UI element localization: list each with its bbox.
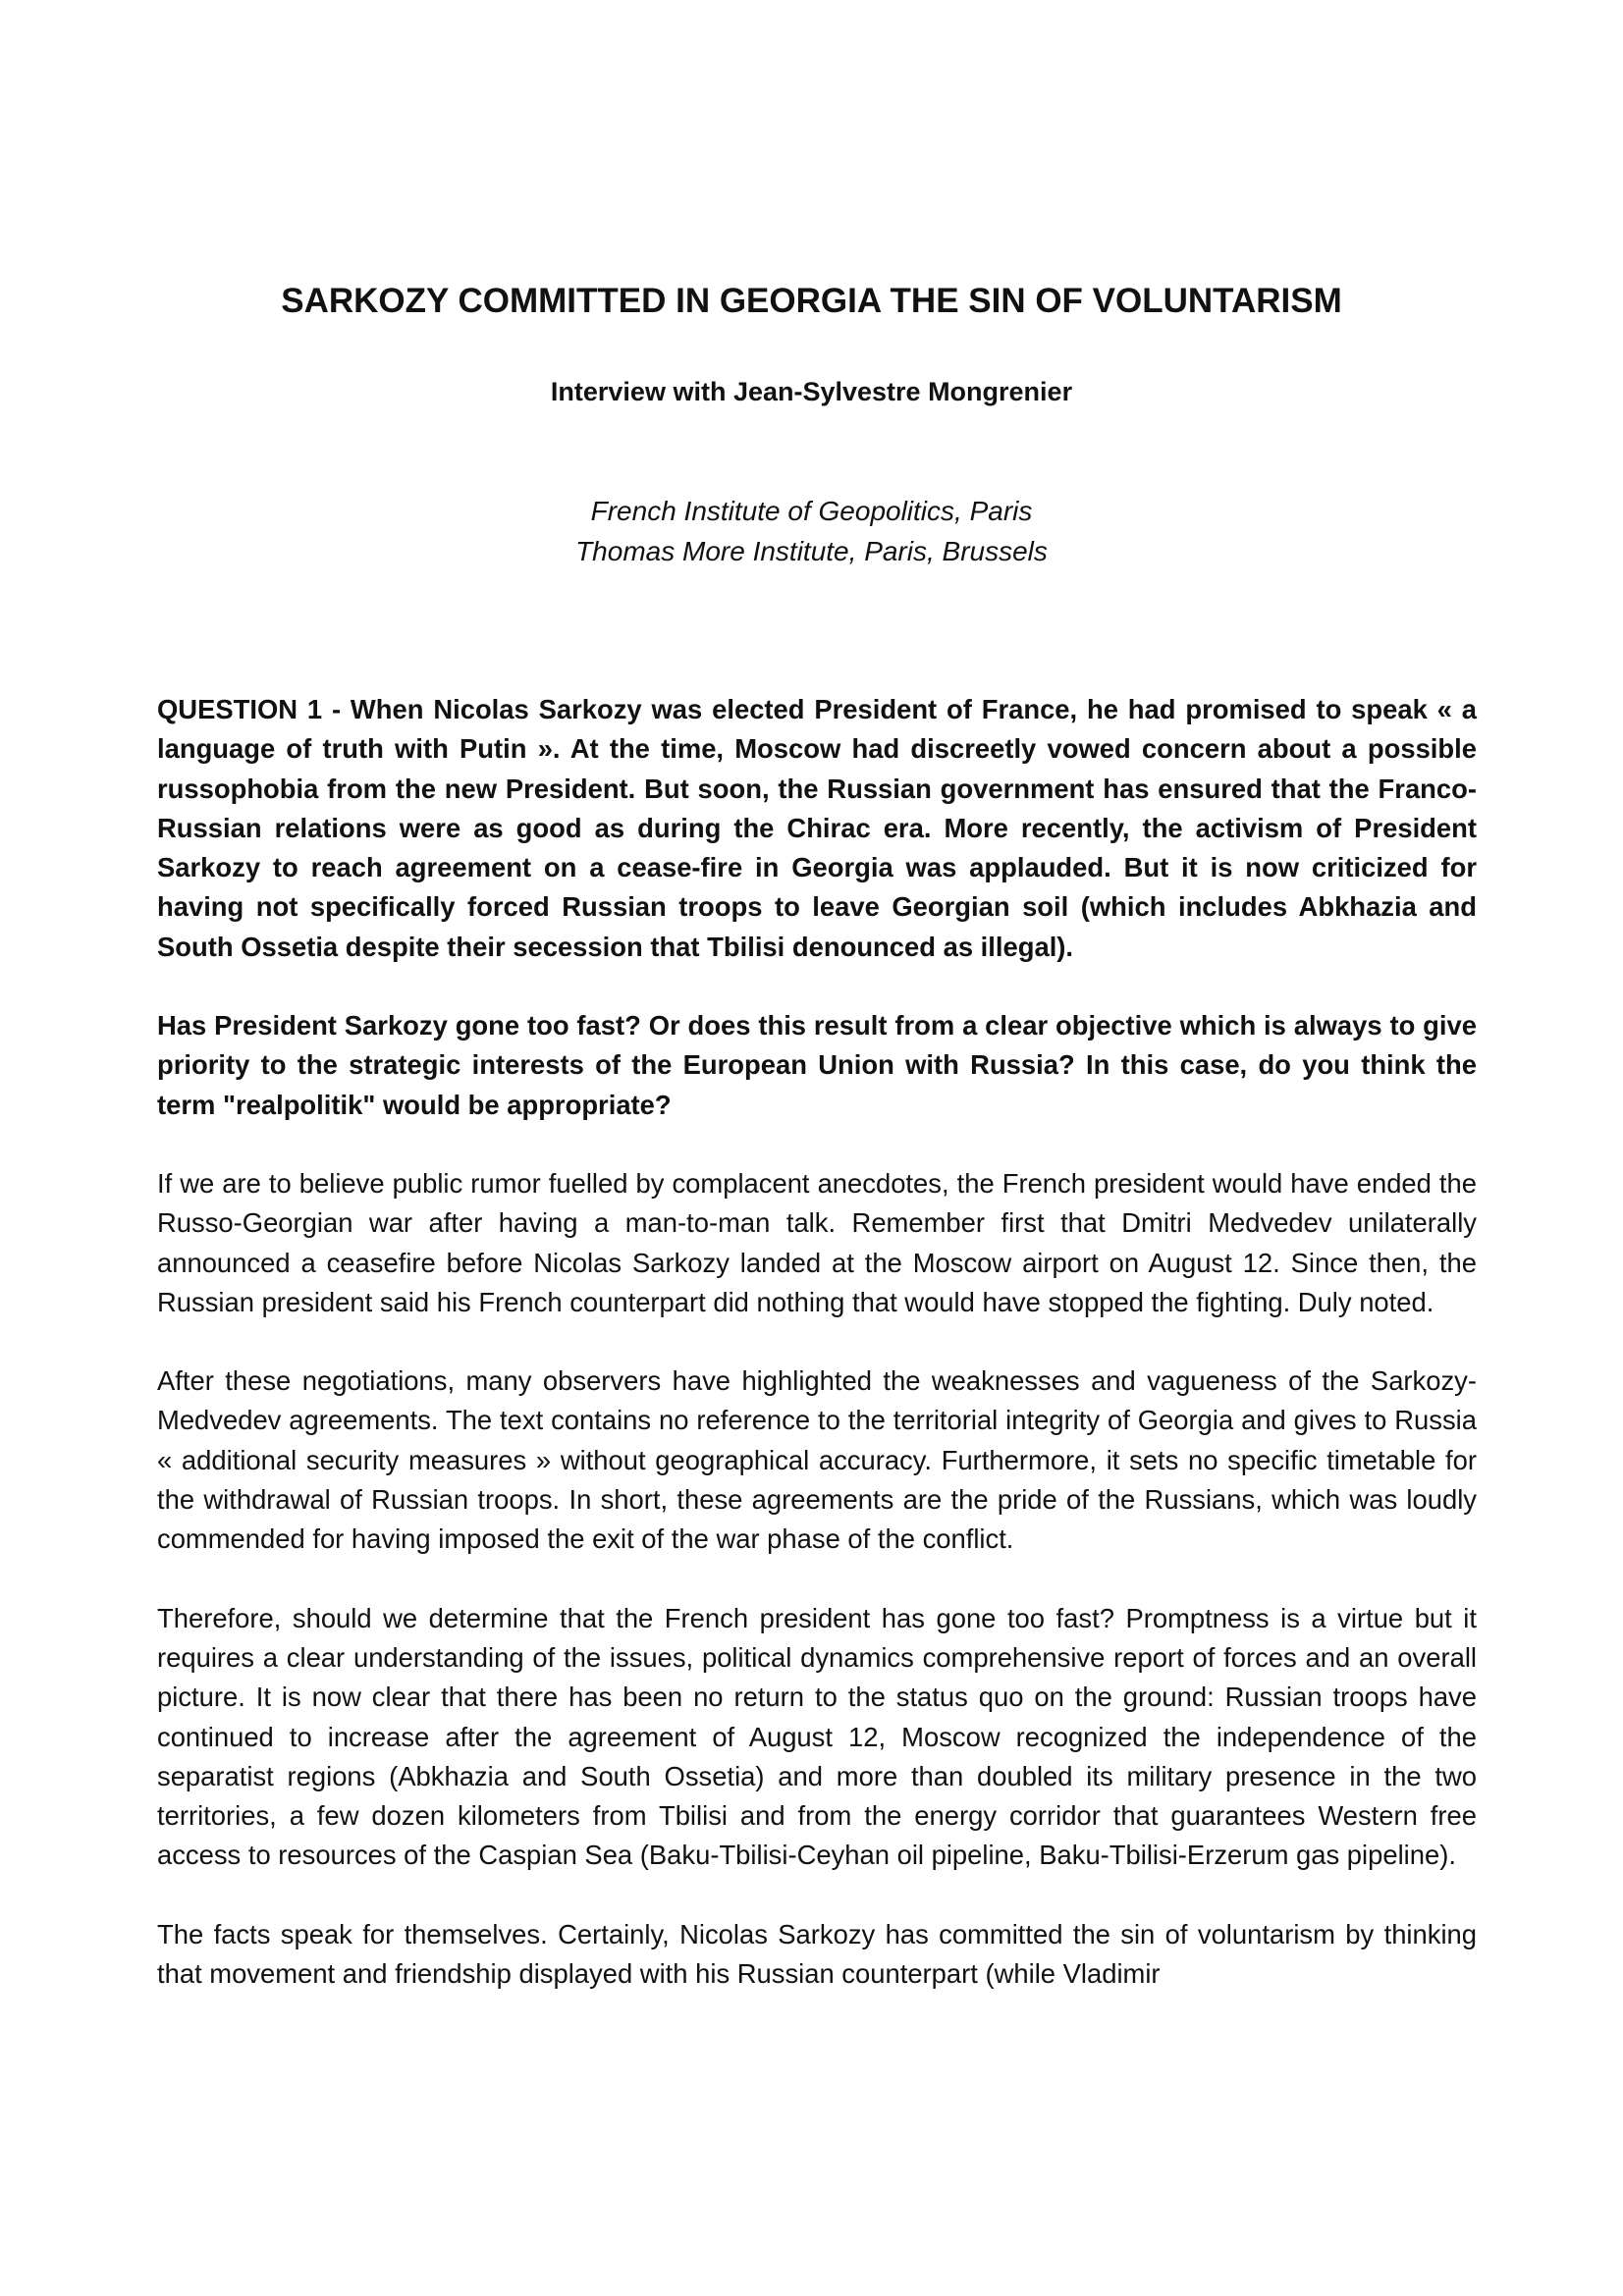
affiliation-line: Thomas More Institute, Paris, Brussels: [575, 536, 1048, 566]
article-body: [157, 690, 1477, 2033]
question-paragraph: Has President Sarkozy gone too fast? Or does this result from a clear objective which is always to give priority to the strategic interests of the European Union with Russia? In this case, do you think the term "realpolitik" would be appropriate?: [157, 1010, 1477, 1120]
document-title: SARKOZY COMMITTED IN GEORGIA THE SIN OF VOLUNTARISM: [281, 282, 1342, 320]
answer-paragraph: Therefore, should we determine that the French president has gone too fast? Promptness is a virtue but it requires a clear understanding of the issues, political dynamics comprehensive report of forces and an overall picture. It is now clear that there has been no return to the status quo on the ground: Russian troops have continued to increase after the agreement of August 12, Moscow recognized the independence of the separatist regions (Abkhazia and South Ossetia) and more than doubled its military presence in the two territories, a few dozen kilometers from Tbilisi and from the energy corridor that guarantees Western free access to resources of the Caspian Sea (Baku-Tbilisi-Ceyhan oil pipeline, Baku-Tbilisi-Erzerum gas pipeline).: [157, 1602, 1477, 1871]
question-paragraph: QUESTION 1 - When Nicolas Sarkozy was elected President of France, he had promised to speak « a language of truth with Putin ». At the time, Moscow had discreetly vowed concern about a possible russophobia from the new President. But soon, the Russian government has ensured that the Franco-Russian relations were as good as during the Chirac era. More recently, the activism of President Sarkozy to reach agreement on a cease-fire in Georgia was applauded. But it is now criticized for having not specifically forced Russian troops to leave Georgian soil (which includes Abkhazia and South Ossetia despite their secession that Tbilisi denounced as illegal).: [157, 694, 1477, 962]
affiliation-line: French Institute of Geopolitics, Paris: [590, 496, 1033, 526]
answer-paragraph: After these negotiations, many observers have highlighted the weaknesses and vagueness of the Sarkozy-Medvedev agreements. The text contains no reference to the territorial integrity of Georgia and gives to Russia « additional security measures » without geographical accuracy. Furthermore, it sets no specific timetable for the withdrawal of Russian troops. In short, these agreements are the pride of the Russians, which was loudly commended for having imposed the exit of the war phase of the conflict.: [157, 1365, 1477, 1555]
affiliations: [157, 491, 1466, 571]
document-subtitle: Interview with Jean-Sylvestre Mongrenier: [550, 377, 1073, 406]
answer-paragraph: The facts speak for themselves. Certainly, Nicolas Sarkozy has committed the sin of voluntarism by thinking that movement and friendship displayed with his Russian counterpart (while Vladimir: [157, 1918, 1477, 1990]
answer-paragraph: If we are to believe public rumor fuelled by complacent anecdotes, the French president would have ended the Russo-Georgian war after having a man-to-man talk. Remember first that Dmitri Medvedev unilaterally announced a ceasefire before Nicolas Sarkozy landed at the Moscow airport on August 12. Since then, the Russian president said his French counterpart did nothing that would have stopped the fighting. Duly noted.: [157, 1167, 1477, 1317]
